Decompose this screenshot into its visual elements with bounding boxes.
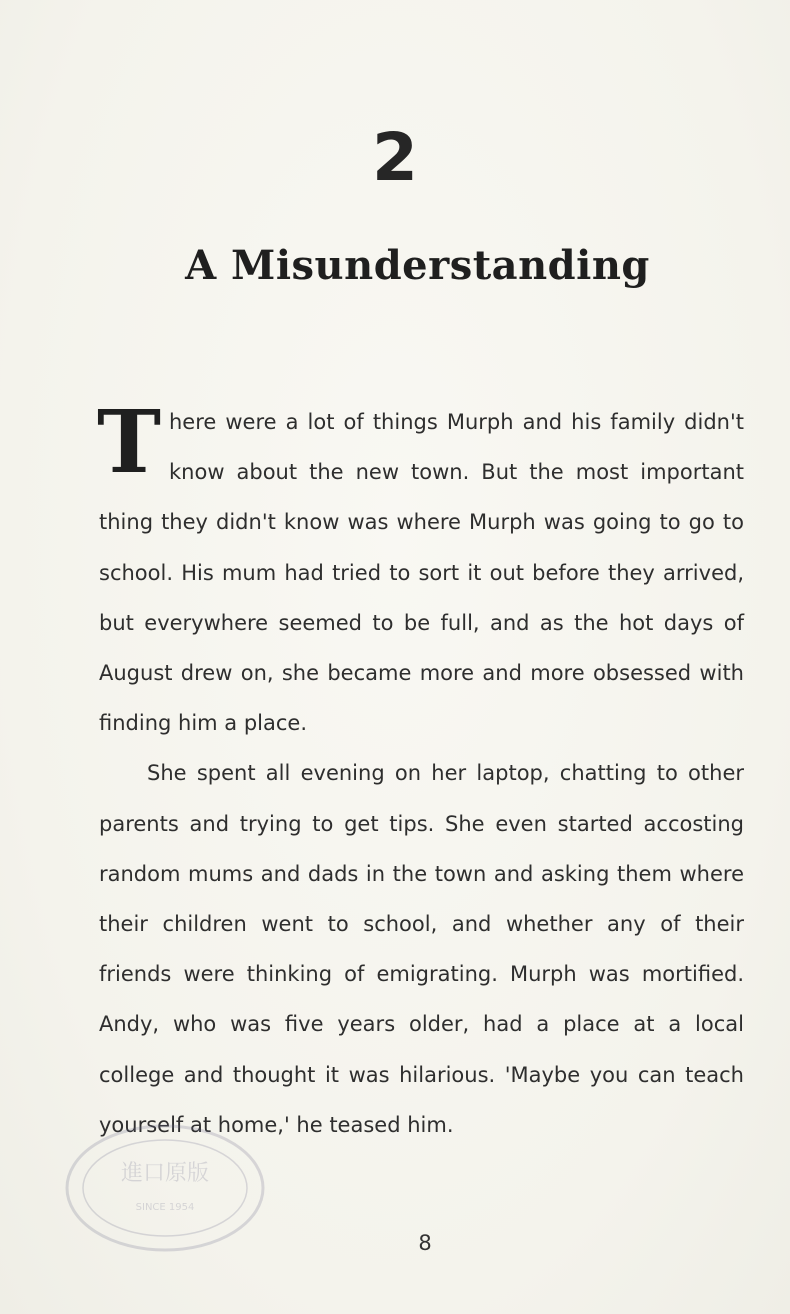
stamp-text: 進口原版 xyxy=(120,1161,210,1186)
stamp-year: SINCE 1954 xyxy=(135,1202,195,1213)
chapter-body xyxy=(97,392,744,1150)
drop-cap: T xyxy=(97,392,161,493)
page-number: 8 xyxy=(418,1231,432,1255)
paragraph-2: She spent all evening on her laptop, chatting to other parents and trying to get tips. She even started accosting random mums and dads in the town and asking them where their children went to school, and whether any of their friends were thinking of emigrating. Murph was mortified. Andy, who was five years older, had a place at a local college and thought it was hilarious. 'Maybe you can teach yourself at home,' he teased him. xyxy=(99,761,744,1137)
chapter-number: 2 xyxy=(372,119,418,196)
paragraph-1-text: here were a lot of things Murph and his family didn't know about the new town. But the most important thing they didn't know was where Murph was going to go to school. His mum had tried to sort it out before they arrived, but everywhere seemed to be full, and as the hot days of August drew on, she became more and more obsessed with finding him a place. xyxy=(99,410,744,736)
chapter-title: A Misunderstanding xyxy=(185,242,650,289)
paragraph-1 xyxy=(97,392,744,748)
